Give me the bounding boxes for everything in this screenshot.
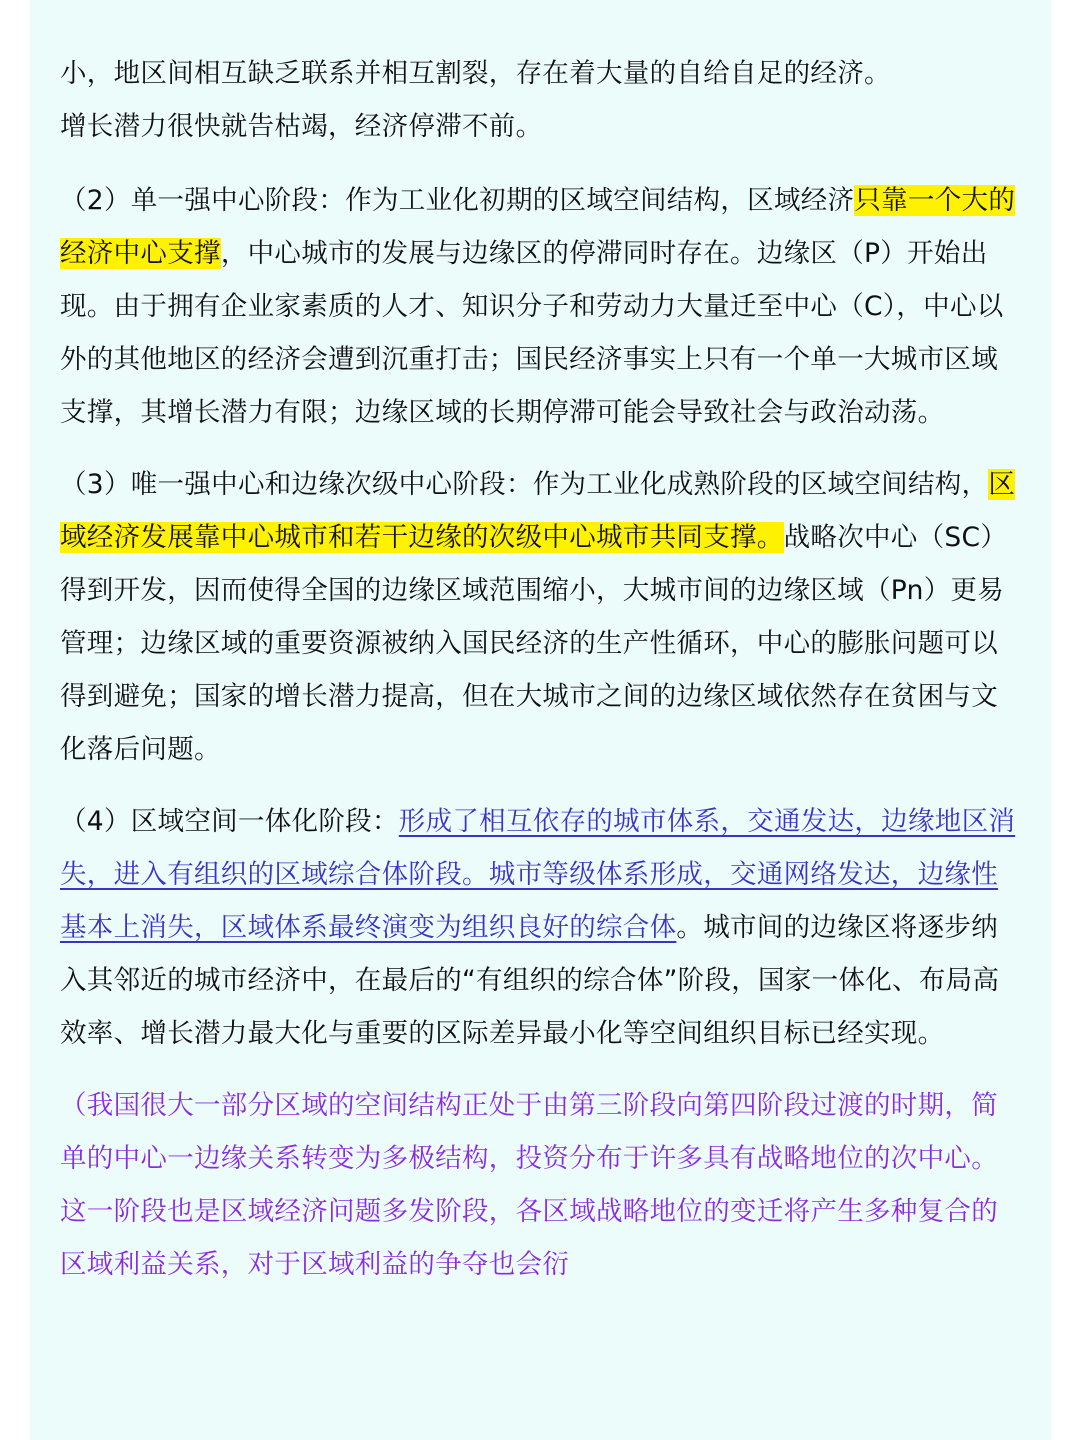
stage-4-intro: （4）区域空间一体化阶段： [60,806,399,837]
paragraph-note [60,1079,1020,1291]
continuation-line-1: 小，地区间相互缺乏联系并相互割裂，存在着大量的自给自足的经济。 [60,58,891,89]
stage-2-intro: （2）单一强中心阶段：作为工业化初期的区域空间结构，区域经济 [60,185,855,216]
paragraph-stage-2 [60,174,1020,439]
page-background [30,0,1052,1440]
article-content [60,47,1020,1310]
stage-2-body: ，中心城市的发展与边缘区的停滞同时存在。边缘区（P）开始出现。由于拥有企业家素质的人才、知识分子和劳动力大量迁至中心（C），中心以外的其他地区的经济会遭到沉重打击；国民经济事实上只有一个单一大城市区域支撑，其增长潜力有限；边缘区域的长期停滞可能会导致社会与政治动荡。 [60,238,1004,428]
paragraph-continuation [60,47,1020,153]
note-text: （我国很大一部分区域的空间结构正处于由第三阶段向第四阶段过渡的时期，简单的中心一边缘关系转变为多极结构，投资分布于许多具有战略地位的次中心。这一阶段也是区域经济问题多发阶段，各区域战略地位的变迁将产生多种复合的区域利益关系，对于区域利益的争夺也会衍 [60,1090,998,1280]
stage-4-underlined: 形成了相互依存的城市体系，交通发达，边缘地区消失，进入有组织的区域综合体阶段。城市等级体系形成，交通网络发达，边缘性基本上消失，区域体系最终演变为组织良好的综合体 [60,806,1016,943]
paragraph-stage-3 [60,458,1020,776]
continuation-line-2: 增长潜力很快就告枯竭，经济停滞不前。 [60,111,543,142]
stage-3-highlight: 区域经济发展靠中心城市和若干边缘的次级中心城市共同支撑。 [60,469,1016,553]
stage-4-body: 。城市间的边缘区将逐步纳入其邻近的城市经济中，在最后的“有组织的综合体”阶段，国家一体化、布局高效率、增长潜力最大化与重要的区际差异最小化等空间组织目标已经实现。 [60,912,1000,1049]
stage-3-body: 战略次中心（SC）得到开发，因而使得全国的边缘区域范围缩小，大城市间的边缘区域（Pn）更易管理；边缘区域的重要资源被纳入国民经济的生产性循环，中心的膨胀问题可以得到避免；国家的增长潜力提高，但在大城市之间的边缘区域依然存在贫困与文化落后问题。 [60,522,1008,765]
paragraph-stage-4 [60,795,1020,1060]
stage-2-highlight: 只靠一个大的经济中心支撑 [60,185,1016,269]
stage-3-intro: （3）唯一强中心和边缘次级中心阶段：作为工业化成熟阶段的区域空间结构， [60,469,989,500]
